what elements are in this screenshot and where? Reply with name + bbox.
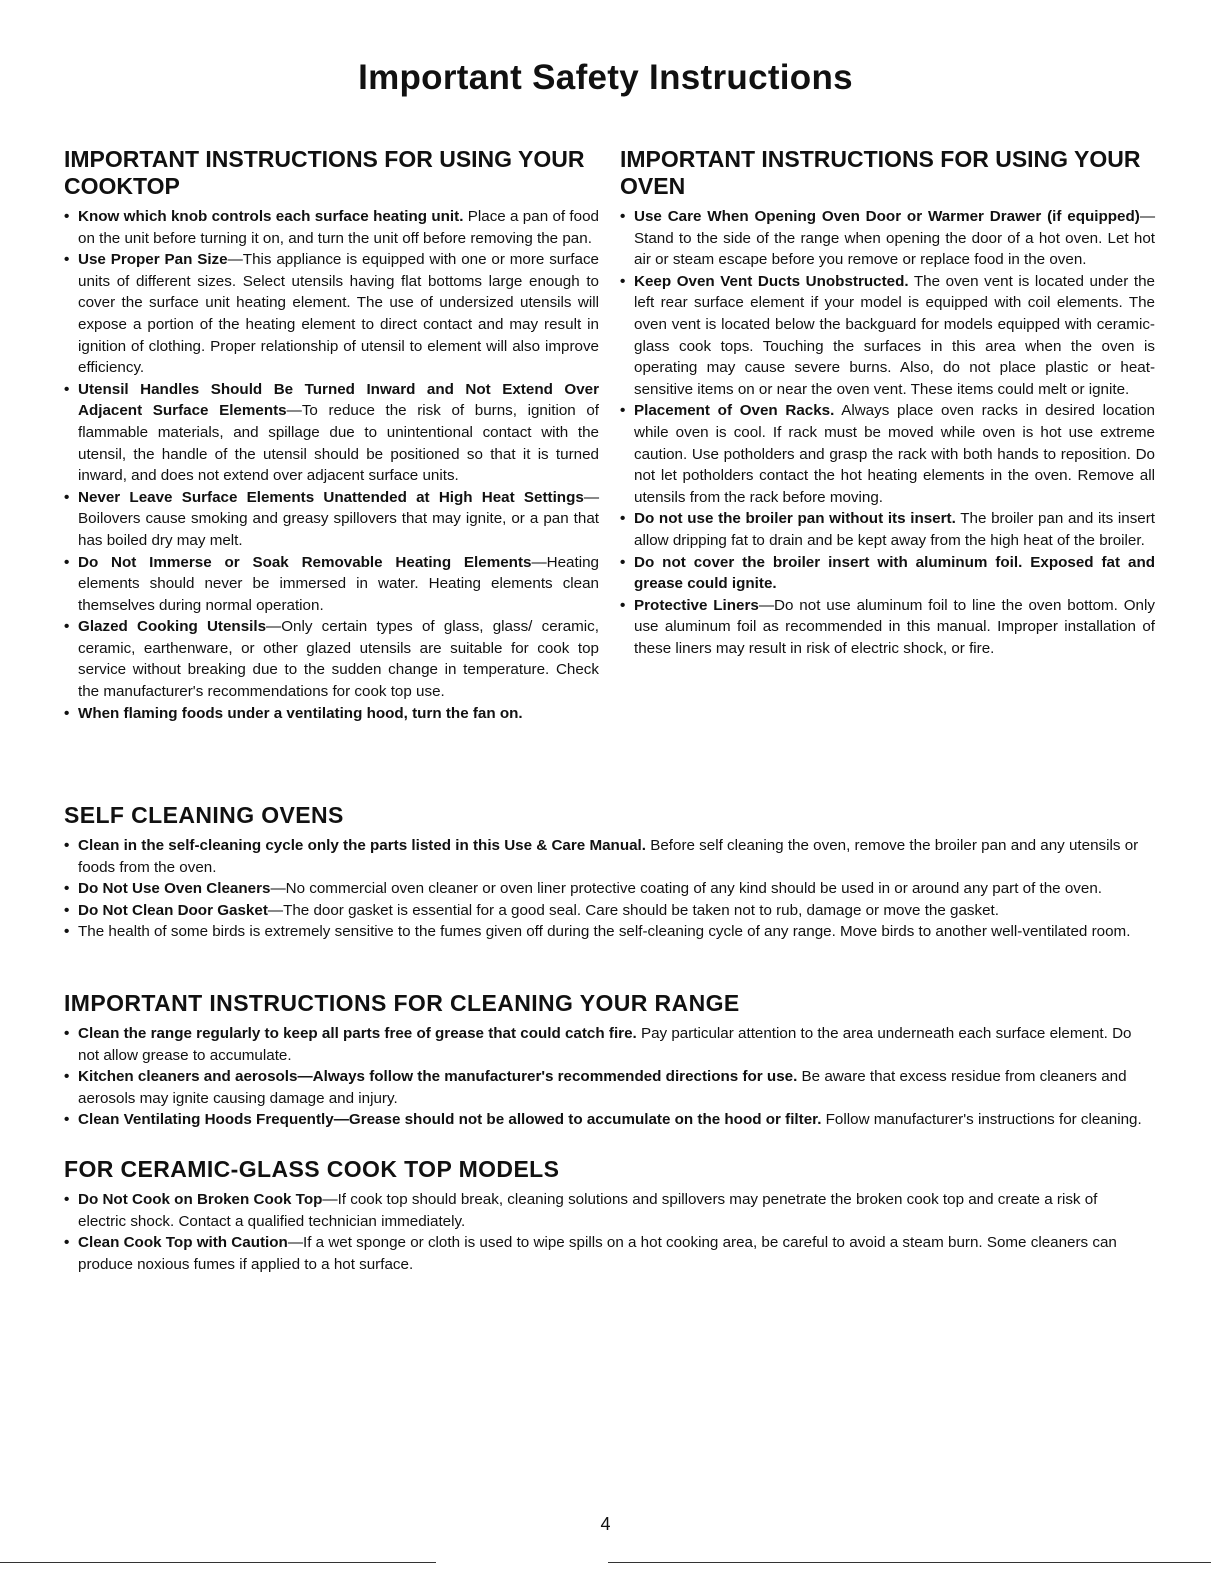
item-lead: Do Not Immerse or Soak Removable Heating Elements xyxy=(78,553,532,571)
self-cleaning-list xyxy=(64,835,1149,943)
item-lead: Use Care When Opening Oven Door or Warmer Drawer (if equipped) xyxy=(634,208,1140,225)
bullet-icon: • xyxy=(620,596,626,614)
ceramic-section xyxy=(64,1156,1149,1275)
list-item xyxy=(64,1189,1149,1232)
item-lead: Protective Liners xyxy=(634,596,759,614)
cleaning-range-list xyxy=(64,1023,1149,1131)
item-lead: Placement of Oven Racks. xyxy=(634,402,835,420)
item-lead: Clean the range regularly to keep all parts free of grease that could catch fire. xyxy=(78,1025,637,1042)
item-lead: Do Not Clean Door Gasket xyxy=(78,901,268,919)
item-lead: Glazed Cooking Utensils xyxy=(78,618,267,636)
item-text: Before self cleaning the oven, remove the broiler pan and any utensils or foods from the oven. xyxy=(78,837,1139,876)
item-text: —The door gasket is essential for a good seal. Care should be taken not to rub, damage or move the gasket. xyxy=(267,901,999,919)
item-text: —Heating elements should never be immersed in water. Heating elements clean themselves during normal operation. xyxy=(78,553,599,614)
bullet-icon: • xyxy=(64,208,70,225)
bullet-icon: • xyxy=(64,1111,70,1129)
list-item xyxy=(64,616,599,702)
cleaning-range-heading: IMPORTANT INSTRUCTIONS FOR CLEANING YOUR RANGE xyxy=(64,990,740,1016)
bullet-icon: • xyxy=(64,1068,70,1086)
item-text: The health of some birds is extremely sensitive to the fumes given off during the self-cleaning cycle of any range. Move birds to another well-ventilated room. xyxy=(78,923,1131,941)
item-lead: Use Proper Pan Size xyxy=(78,251,228,269)
list-item xyxy=(64,1232,1149,1275)
list-item xyxy=(64,921,1149,943)
bullet-icon: • xyxy=(620,272,626,290)
oven-section xyxy=(620,146,1155,659)
item-lead: Do not use the broiler pan without its insert. xyxy=(634,510,956,528)
bullet-icon: • xyxy=(64,901,70,919)
list-item xyxy=(620,206,1155,271)
item-text: —This appliance is equipped with one or more surface units of different sizes. Select utensils having flat bottoms large enough to cover the surface unit heating element. The use of undersized utensils will expose a portion of the heating element to direct contact and may result in ignition of clothing. Proper relationship of utensil to element will also improve efficiency. xyxy=(78,251,600,377)
item-lead: Clean Ventilating Hoods Frequently—Grease should not be allowed to accumulate on the hood or filter. xyxy=(78,1111,822,1129)
bullet-icon: • xyxy=(620,402,626,420)
list-item xyxy=(64,900,1149,922)
bullet-icon: • xyxy=(620,553,626,571)
list-item xyxy=(64,487,599,552)
item-lead: Clean Cook Top with Caution xyxy=(78,1234,288,1252)
item-text: Always place oven racks in desired location while oven is cool. If rack must be moved while oven is hot use extreme caution. Use potholders and grasp the rack with both hands to reposition. Do not let potholders contact the hot heating elements in the oven. Remove all utensils from the rack before moving. xyxy=(634,402,1155,506)
bullet-icon: • xyxy=(64,618,70,636)
cleaning-range-section xyxy=(64,990,1149,1131)
oven-heading: IMPORTANT INSTRUCTIONS FOR USING YOUR OVEN xyxy=(620,146,1141,199)
ceramic-heading: FOR CERAMIC-GLASS COOK TOP MODELS xyxy=(64,1156,560,1182)
bullet-icon: • xyxy=(620,208,626,225)
item-text: —No commercial oven cleaner or oven liner protective coating of any kind should be used in or around any part of the oven. xyxy=(270,880,1103,898)
list-item xyxy=(620,508,1155,551)
list-item xyxy=(620,271,1155,401)
item-lead: Know which knob controls each surface heating unit. xyxy=(78,208,464,225)
list-item xyxy=(64,1109,1149,1131)
bullet-icon: • xyxy=(64,251,70,269)
bottom-rule-right xyxy=(608,1562,1211,1563)
bullet-icon: • xyxy=(64,380,70,398)
list-item xyxy=(620,552,1155,595)
item-text: —Boilovers cause smoking and greasy spillovers that may ignite, or a pan that has boiled dry may melt. xyxy=(78,488,599,549)
cooktop-heading: IMPORTANT INSTRUCTIONS FOR USING YOUR COOKTOP xyxy=(64,146,585,199)
list-item xyxy=(64,1023,1149,1066)
item-text: The oven vent is located under the left rear surface element if your model is equipped with coil elements. The oven vent is located below the backguard for models equipped with ceramic-glass cook tops. Touching the surfaces in this area when the oven is operating may cause severe burns. Also, do not place plastic or heat-sensitive items on or near the oven vent. These items could melt or ignite. xyxy=(634,272,1155,398)
bullet-icon: • xyxy=(64,923,70,941)
item-lead: Never Leave Surface Elements Unattended at High Heat Settings xyxy=(78,488,584,506)
item-text: Pay particular attention to the area underneath each surface element. Do not allow grease to accumulate. xyxy=(78,1025,1132,1064)
list-item xyxy=(64,835,1149,878)
bullet-icon: • xyxy=(64,1191,70,1208)
item-lead: Do not cover the broiler insert with aluminum foil. Exposed fat and grease could ignite. xyxy=(634,553,1155,593)
bottom-rule-left xyxy=(0,1562,436,1563)
bullet-icon: • xyxy=(620,510,626,528)
list-item xyxy=(620,400,1155,508)
item-lead: Utensil Handles Should Be Turned Inward and Not Extend Over Adjacent Surface Elements xyxy=(78,380,599,420)
bullet-icon: • xyxy=(64,553,70,571)
item-text: Place a pan of food on the unit before turning it on, and turn the unit off before removing the pan. xyxy=(78,208,599,247)
item-text: Follow manufacturer's instructions for cleaning. xyxy=(821,1111,1142,1129)
cooktop-list xyxy=(64,206,599,724)
item-text: The broiler pan and its insert allow dripping fat to drain and be kept away from the high heat of the broiler. xyxy=(634,510,1156,549)
list-item xyxy=(64,249,599,379)
item-text: —Only certain types of glass, glass/ ceramic, ceramic, earthenware, or other glazed utensils are suitable for cook top service without breaking due to the sudden change in temperature. Check the manufacturer's recommendations for cook top use. xyxy=(78,618,599,701)
item-lead: Do Not Cook on Broken Cook Top xyxy=(78,1191,323,1208)
self-cleaning-heading: SELF CLEANING OVENS xyxy=(64,802,344,828)
item-lead: When flaming foods under a ventilating hood, turn the fan on. xyxy=(78,704,523,722)
list-item xyxy=(620,595,1155,660)
item-text: —Stand to the side of the range when opening the door of a hot oven. Let hot air or steam escape before you remove or replace food in the oven. xyxy=(634,208,1155,269)
item-lead: Keep Oven Vent Ducts Unobstructed. xyxy=(634,272,909,290)
list-item xyxy=(64,552,599,617)
item-lead: Do Not Use Oven Cleaners xyxy=(78,880,271,898)
bullet-icon: • xyxy=(64,837,70,854)
page-number: 4 xyxy=(600,1514,611,1534)
bullet-icon: • xyxy=(64,880,70,898)
list-item xyxy=(64,1066,1149,1109)
cooktop-section xyxy=(64,146,599,724)
bullet-icon: • xyxy=(64,488,70,506)
list-item xyxy=(64,379,599,487)
ceramic-list xyxy=(64,1189,1149,1275)
item-text: —To reduce the risk of burns, ignition of flammable materials, and spillage due to unintentional contact with the utensil, the handle of the utensil should be positioned so that it is turned inward, and does not extend over adjacent surface units. xyxy=(78,402,599,485)
item-lead: Clean in the self-cleaning cycle only the parts listed in this Use & Care Manual. xyxy=(78,837,646,854)
self-cleaning-section xyxy=(64,802,1149,943)
list-item xyxy=(64,703,599,725)
item-text: —Do not use aluminum foil to line the oven bottom. Only use aluminum foil as recommended in this manual. Improper installation of these liners may result in risk of electric shock, or fire. xyxy=(634,596,1155,657)
item-lead: Kitchen cleaners and aerosols—Always follow the manufacturer's recommended directions for use. xyxy=(78,1068,798,1086)
item-text: Be aware that excess residue from cleaners and aerosols may ignite causing damage and injury. xyxy=(78,1068,1127,1107)
item-text: —If a wet sponge or cloth is used to wipe spills on a hot cooking area, be careful to avoid a steam burn. Some cleaners can produce noxious fumes if applied to a hot surface. xyxy=(78,1234,1117,1273)
bullet-icon: • xyxy=(64,1234,70,1252)
item-text: —If cook top should break, cleaning solutions and spillovers may penetrate the broken cook top and create a risk of electric shock. Contact a qualified technician immediately. xyxy=(78,1191,1098,1230)
list-item xyxy=(64,878,1149,900)
list-item xyxy=(64,206,599,249)
page-title: Important Safety Instructions xyxy=(358,58,853,97)
oven-list xyxy=(620,206,1155,659)
bullet-icon: • xyxy=(64,704,70,722)
bullet-icon: • xyxy=(64,1025,70,1042)
